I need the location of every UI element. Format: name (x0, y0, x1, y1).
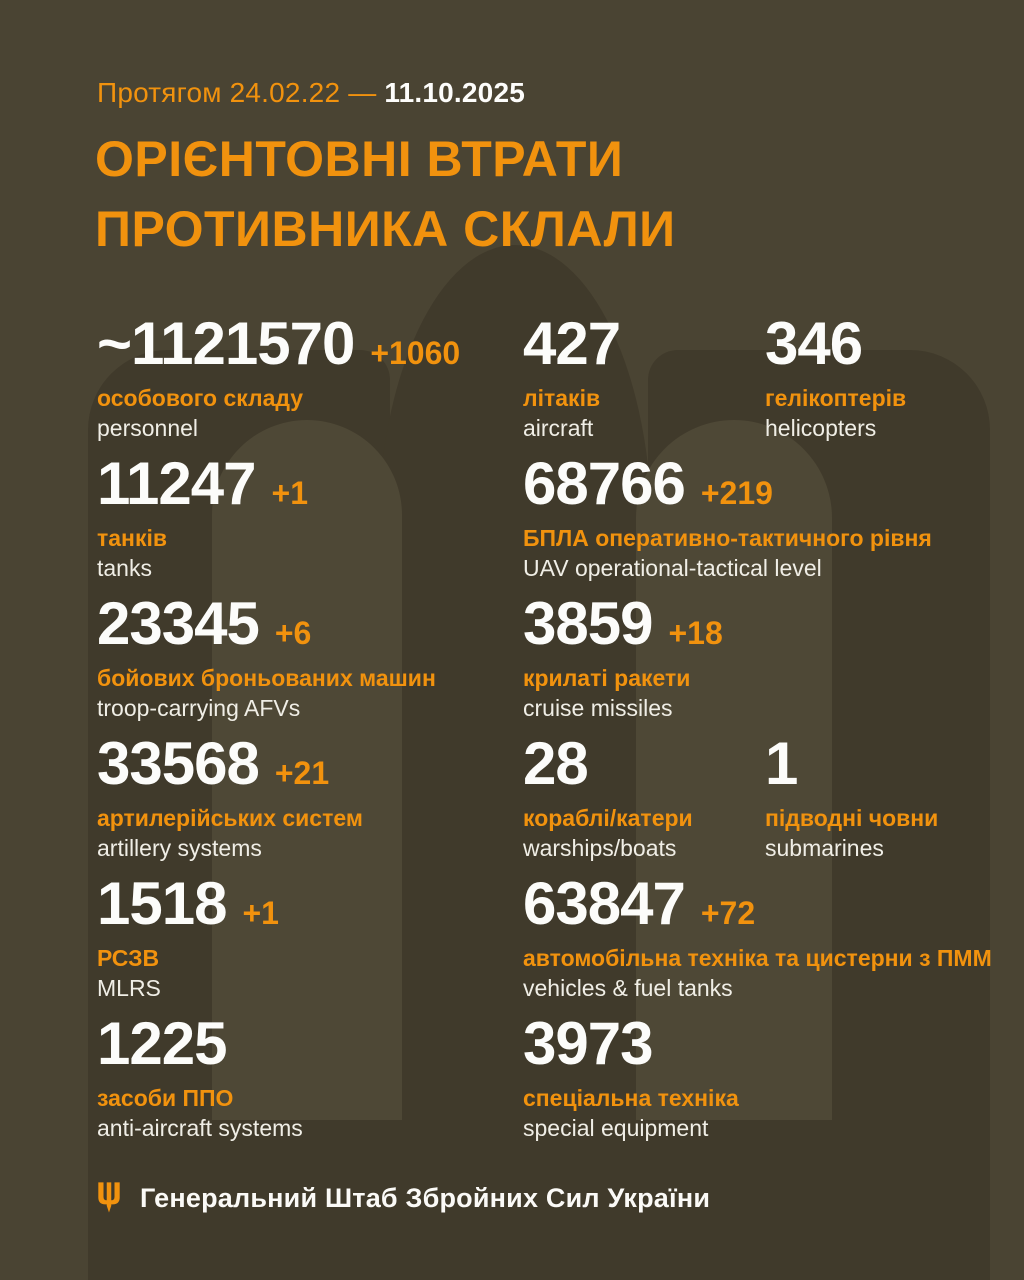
stat-label-uk: літаків (523, 385, 601, 411)
stat-label-en: tanks (97, 555, 152, 581)
stat-label-en: anti-aircraft systems (97, 1115, 303, 1141)
stat-value: 1 (765, 730, 798, 797)
stat-label-en: special equipment (523, 1115, 709, 1141)
stat-cruise-missiles (523, 590, 723, 722)
trident-icon (96, 1181, 122, 1215)
period-prefix: Протягом 24.02.22 — (97, 77, 385, 108)
stat-label-en: submarines (765, 835, 884, 861)
stat-label-en: MLRS (97, 975, 161, 1001)
stat-warships (523, 730, 693, 862)
stat-label-uk: гелікоптерів (765, 385, 907, 411)
stat-artillery (97, 730, 363, 862)
stat-uav (523, 450, 932, 582)
page-title (95, 124, 676, 264)
title-line-2: ПРОТИВНИКА СКЛАЛИ (95, 201, 676, 257)
stat-label-uk: підводні човни (765, 805, 939, 831)
stat-delta: +18 (668, 615, 723, 651)
stat-anti-aircraft (97, 1010, 303, 1142)
stat-label-en: cruise missiles (523, 695, 673, 721)
stat-submarines (765, 730, 939, 862)
stat-delta: +21 (274, 755, 330, 791)
stat-helicopters (765, 310, 907, 442)
stat-afvs (97, 590, 436, 722)
stat-label-en: helicopters (765, 415, 877, 441)
stat-personnel (97, 310, 461, 442)
stat-label-uk: особового складу (97, 385, 304, 411)
stat-value: 3973 (523, 1010, 653, 1077)
stat-mlrs (97, 870, 279, 1002)
stat-label-uk: крилаті ракети (523, 665, 691, 691)
stat-label-en: personnel (97, 415, 199, 441)
stat-delta: +72 (700, 895, 756, 931)
footer (96, 1174, 710, 1222)
stat-label-uk: бойових броньованих машин (97, 665, 436, 691)
stat-label-uk: автомобільна техніка та цистерни з ПММ (523, 945, 992, 971)
stat-value: 33568 (97, 730, 259, 797)
stat-label-uk: артилерійських систем (97, 805, 363, 831)
report-date: 11.10.2025 (384, 77, 525, 108)
stat-value: ~1121570 (97, 310, 355, 377)
stat-label-en: troop-carrying AFVs (97, 695, 301, 721)
stat-label-en: aircraft (523, 415, 594, 441)
stat-label-uk: РСЗВ (97, 945, 160, 971)
stat-label-en: UAV operational-tactical level (523, 555, 822, 581)
footer-organization: Генеральний Штаб Збройних Сил України (140, 1182, 711, 1213)
stat-value: 427 (523, 310, 621, 377)
stat-delta: +219 (700, 475, 773, 511)
stat-aircraft (523, 310, 636, 442)
stat-value: 28 (523, 730, 588, 797)
stat-value: 346 (765, 310, 863, 377)
stat-delta: +1060 (370, 335, 461, 371)
stat-value: 68766 (523, 450, 685, 517)
title-line-1: ОРІЄНТОВНІ ВТРАТИ (95, 131, 624, 187)
stat-label-uk: БПЛА оперативно-тактичного рівня (523, 525, 932, 551)
stat-value: 23345 (97, 590, 259, 657)
report-period (97, 76, 525, 110)
stat-vehicles (523, 870, 992, 1002)
stat-label-uk: танків (97, 525, 167, 551)
stat-value: 1518 (97, 870, 227, 937)
stat-label-en: warships/boats (523, 835, 677, 861)
stat-label-uk: засоби ППО (97, 1085, 234, 1111)
stat-value: 3859 (523, 590, 653, 657)
stat-special-equipment (523, 1010, 739, 1142)
stat-label-uk: спеціальна техніка (523, 1085, 739, 1111)
stat-value: 63847 (523, 870, 685, 937)
stat-delta: +1 (242, 895, 279, 931)
stat-delta: +6 (274, 615, 312, 651)
stat-value: 11247 (97, 450, 256, 517)
stat-value: 1225 (97, 1010, 227, 1077)
stat-label-uk: кораблі/катери (523, 805, 693, 831)
stat-label-en: vehicles & fuel tanks (523, 975, 733, 1001)
stat-label-en: artillery systems (97, 835, 262, 861)
stat-tanks (97, 450, 309, 582)
stat-delta: +1 (271, 475, 309, 511)
